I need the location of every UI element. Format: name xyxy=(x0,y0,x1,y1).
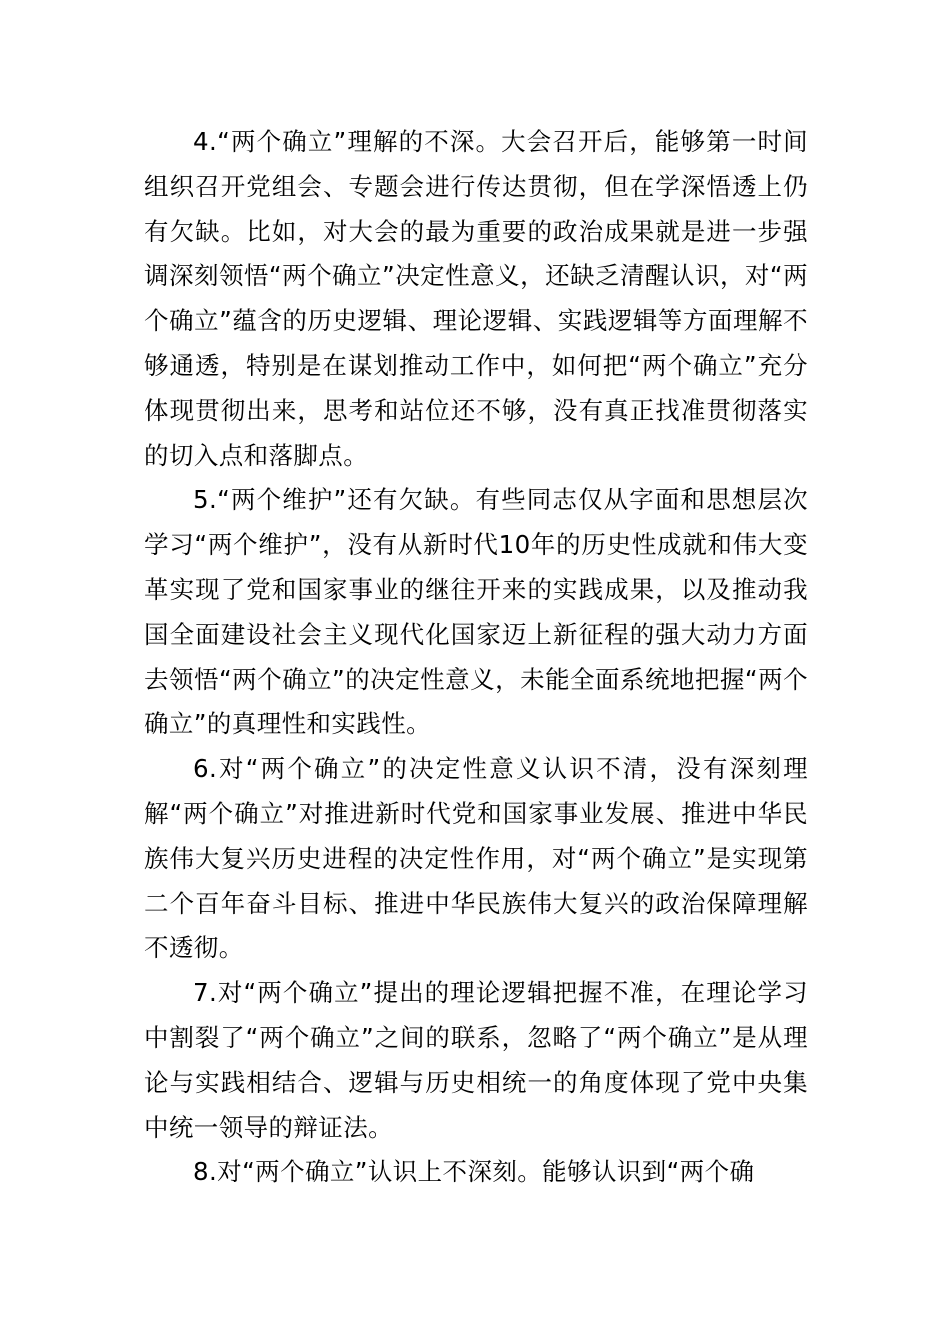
paragraph-5: 5.“两个维护”还有欠缺。有些同志仅从字面和思想层次学习“两个维护”，没有从新时代10年的历史性成就和伟大变革实现了党和国家事业的继往开来的实践成果，以及推动我国全面建设社会主义现代化国家迈上新征程的强大动力方面去领悟“两个确立”的决定性意义，未能全面系统地把握“两个确立”的真理性和实践性。 xyxy=(144,485,808,739)
paragraph-4: 4.“两个确立”理解的不深。大会召开后，能够第一时间组织召开党组会、专题会进行传达贯彻，但在学深悟透上仍有欠缺。比如，对大会的最为重要的政治成果就是进一步强调深刻领悟“两个确立”决定性意义，还缺乏清醒认识，对“两个确立”蕴含的历史逻辑、理论逻辑、实践逻辑等方面理解不够通透，特别是在谋划推动工作中，如何把“两个确立”充分体现贯彻出来，思考和站位还不够，没有真正找准贯彻落实的切入点和落脚点。 xyxy=(144,127,808,470)
paragraph-6: 6.对“两个确立”的决定性意义认识不清，没有深刻理解“两个确立”对推进新时代党和国家事业发展、推进中华民族伟大复兴历史进程的决定性作用，对“两个确立”是实现第二个百年奋斗目标、推进中华民族伟大复兴的政治保障理解不透彻。 xyxy=(144,754,808,963)
document-body xyxy=(144,120,808,1195)
paragraph-8: 8.对“两个确立”认识上不深刻。能够认识到“两个确 xyxy=(193,1157,755,1187)
paragraph-7: 7.对“两个确立”提出的理论逻辑把握不准，在理论学习中割裂了“两个确立”之间的联系，忽略了“两个确立”是从理论与实践相结合、逻辑与历史相统一的角度体现了党中央集中统一领导的辩证法。 xyxy=(144,978,808,1142)
